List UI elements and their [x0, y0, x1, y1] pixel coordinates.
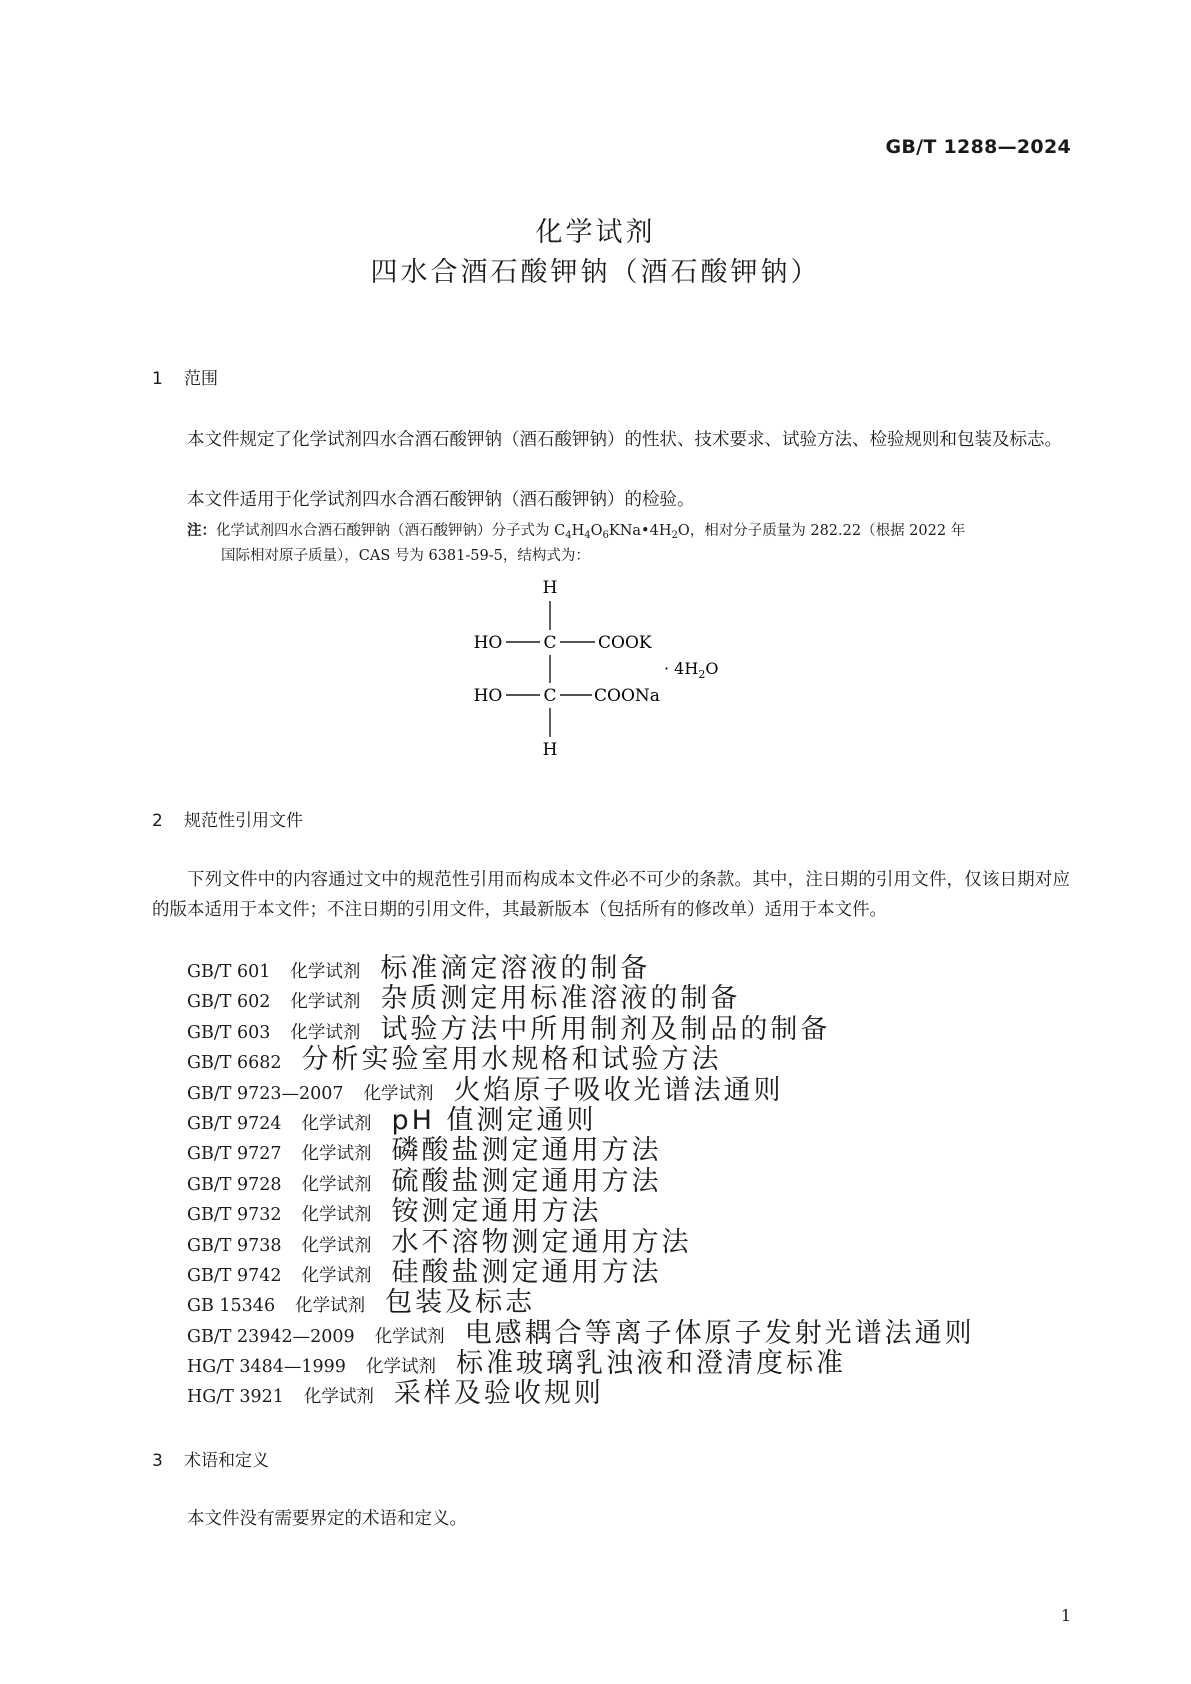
reference-code: GB/T 9723—2007 [187, 1083, 344, 1104]
reference-code: HG/T 3921 [187, 1387, 284, 1408]
structural-formula [470, 575, 770, 765]
subscript: 2 [671, 530, 678, 541]
reference-item [187, 1015, 975, 1045]
reference-title: 火焰原子吸收光谱法通则 [453, 1074, 784, 1106]
reference-title: 包装及标志 [385, 1287, 536, 1319]
reference-category: 化学试剂 [374, 1326, 445, 1347]
reference-item [187, 1136, 975, 1166]
standard-number: GB/T 1288—2024 [885, 136, 1071, 158]
note-text: O [590, 523, 603, 539]
reference-code: GB/T 23942—2009 [187, 1326, 355, 1347]
section-3-heading [152, 1446, 269, 1471]
formula-ho-2: HO [473, 686, 503, 706]
formula-c-2: C [543, 686, 557, 706]
reference-title: 试验方法中所用制剂及制品的制备 [380, 1013, 831, 1045]
section-title: 范围 [184, 369, 218, 389]
formula-h-top: H [542, 578, 558, 598]
reference-item [187, 1379, 975, 1409]
note-block [187, 519, 1070, 569]
reference-category: 化学试剂 [301, 1113, 372, 1134]
note-text: O，相对分子质量为 282.22（根据 2022 年 [677, 523, 966, 539]
reference-category: 化学试剂 [303, 1387, 374, 1408]
reference-item [187, 1258, 975, 1288]
reference-code: GB/T 602 [187, 992, 271, 1013]
document-subtitle: 四水合酒石酸钾钠（酒石酸钾钠） [370, 257, 821, 288]
reference-category: 化学试剂 [301, 1174, 372, 1195]
reference-item [187, 984, 975, 1014]
reference-code: GB/T 9728 [187, 1174, 282, 1195]
reference-title: 标准滴定溶液的制备 [380, 953, 651, 984]
subscript: 6 [602, 530, 609, 541]
reference-code: GB 15346 [187, 1296, 276, 1317]
note-text: 化学试剂四水合酒石酸钾钠（酒石酸钾钠）分子式为 C [216, 523, 566, 539]
reference-category: 化学试剂 [301, 1144, 372, 1165]
note-text: KNa•4H [608, 523, 672, 539]
section-title: 术语和定义 [184, 1451, 269, 1471]
reference-code: GB/T 9742 [187, 1265, 282, 1286]
reference-category: 化学试剂 [301, 1235, 372, 1256]
reference-item [187, 1076, 975, 1106]
reference-item [187, 1319, 975, 1349]
reference-code: GB/T 603 [187, 1022, 271, 1043]
section-2-intro: 下列文件中的内容通过文中的规范性引用而构成本文件必不可少的条款。其中，注日期的引用文件，仅该日期对应的版本适用于本文件；不注日期的引用文件，其最新版本（包括所有的修改单）适用于本文件。 [152, 870, 1070, 920]
reference-title: 标准玻璃乳浊液和澄清度标准 [455, 1348, 846, 1380]
reference-list [187, 954, 975, 1410]
reference-item [187, 1228, 975, 1258]
note-label: 注： [187, 523, 216, 539]
reference-category: 化学试剂 [301, 1265, 372, 1286]
reference-item [187, 954, 975, 984]
document-title: 化学试剂 [535, 217, 656, 248]
section-1-paragraph-applicability: 本文件适用于化学试剂四水合酒石酸钾钠（酒石酸钾钠）的检验。 [187, 490, 695, 510]
formula-coona: COONa [594, 686, 660, 706]
reference-item [187, 1045, 975, 1075]
reference-code: GB/T 6682 [187, 1053, 282, 1074]
reference-title: 硫酸盐测定通用方法 [391, 1165, 662, 1197]
section-number: 2 [152, 811, 163, 831]
section-number: 3 [152, 1451, 163, 1471]
formula-c-1: C [543, 633, 557, 653]
reference-title: 采样及验收规则 [393, 1378, 604, 1410]
section-2-heading [152, 806, 303, 831]
reference-code: GB/T 9732 [187, 1205, 282, 1226]
reference-title: 电感耦合等离子体原子发射光谱法通则 [464, 1317, 975, 1349]
reference-category: 化学试剂 [363, 1083, 434, 1104]
reference-category: 化学试剂 [301, 1205, 372, 1226]
reference-code: HG/T 3484—1999 [187, 1357, 346, 1378]
reference-title: 分析实验室用水规格和试验方法 [301, 1044, 722, 1076]
reference-title: 杂质测定用标准溶液的制备 [380, 983, 741, 1015]
reference-category: 化学试剂 [290, 962, 361, 982]
subscript: 4 [565, 530, 572, 541]
reference-item [187, 1106, 975, 1136]
note-continuation: 国际相对原子质量），CAS 号为 6381-59-5，结构式为： [221, 548, 590, 564]
section-1-paragraph-scope: 本文件规定了化学试剂四水合酒石酸钾钠（酒石酸钾钠）的性状、技术要求、试验方法、检验规则和包装及标志。 [187, 430, 1062, 450]
section-1-heading [152, 364, 218, 389]
reference-item [187, 1349, 975, 1379]
reference-item [187, 1167, 975, 1197]
formula-water: · $4H_2O$ [664, 659, 719, 681]
reference-code: GB/T 9724 [187, 1113, 282, 1134]
reference-item [187, 1197, 975, 1227]
reference-code: GB/T 9738 [187, 1235, 282, 1256]
section-number: 1 [152, 369, 163, 389]
formula-ho-1: HO [473, 633, 503, 653]
reference-item [187, 1288, 975, 1318]
subscript: 4 [584, 530, 591, 541]
reference-title: pH 值测定通则 [391, 1104, 597, 1136]
reference-title: 磷酸盐测定通用方法 [391, 1135, 662, 1167]
reference-category: 化学试剂 [290, 1022, 361, 1043]
reference-code: GB/T 9727 [187, 1144, 282, 1165]
formula-cook: COOK [598, 633, 652, 653]
reference-title: 水不溶物测定通用方法 [391, 1226, 692, 1258]
reference-title: 铵测定通用方法 [391, 1196, 602, 1228]
reference-category: 化学试剂 [290, 992, 361, 1013]
section-3-paragraph: 本文件没有需要界定的术语和定义。 [187, 1509, 467, 1529]
section-title: 规范性引用文件 [184, 811, 303, 831]
page-number: 1 [1060, 1606, 1071, 1625]
reference-category: 化学试剂 [365, 1357, 436, 1378]
formula-h-bottom: H [542, 740, 558, 760]
note-text: H [571, 523, 585, 539]
reference-title: 硅酸盐测定通用方法 [391, 1256, 662, 1288]
reference-code: GB/T 601 [187, 962, 271, 982]
reference-category: 化学试剂 [295, 1296, 366, 1317]
